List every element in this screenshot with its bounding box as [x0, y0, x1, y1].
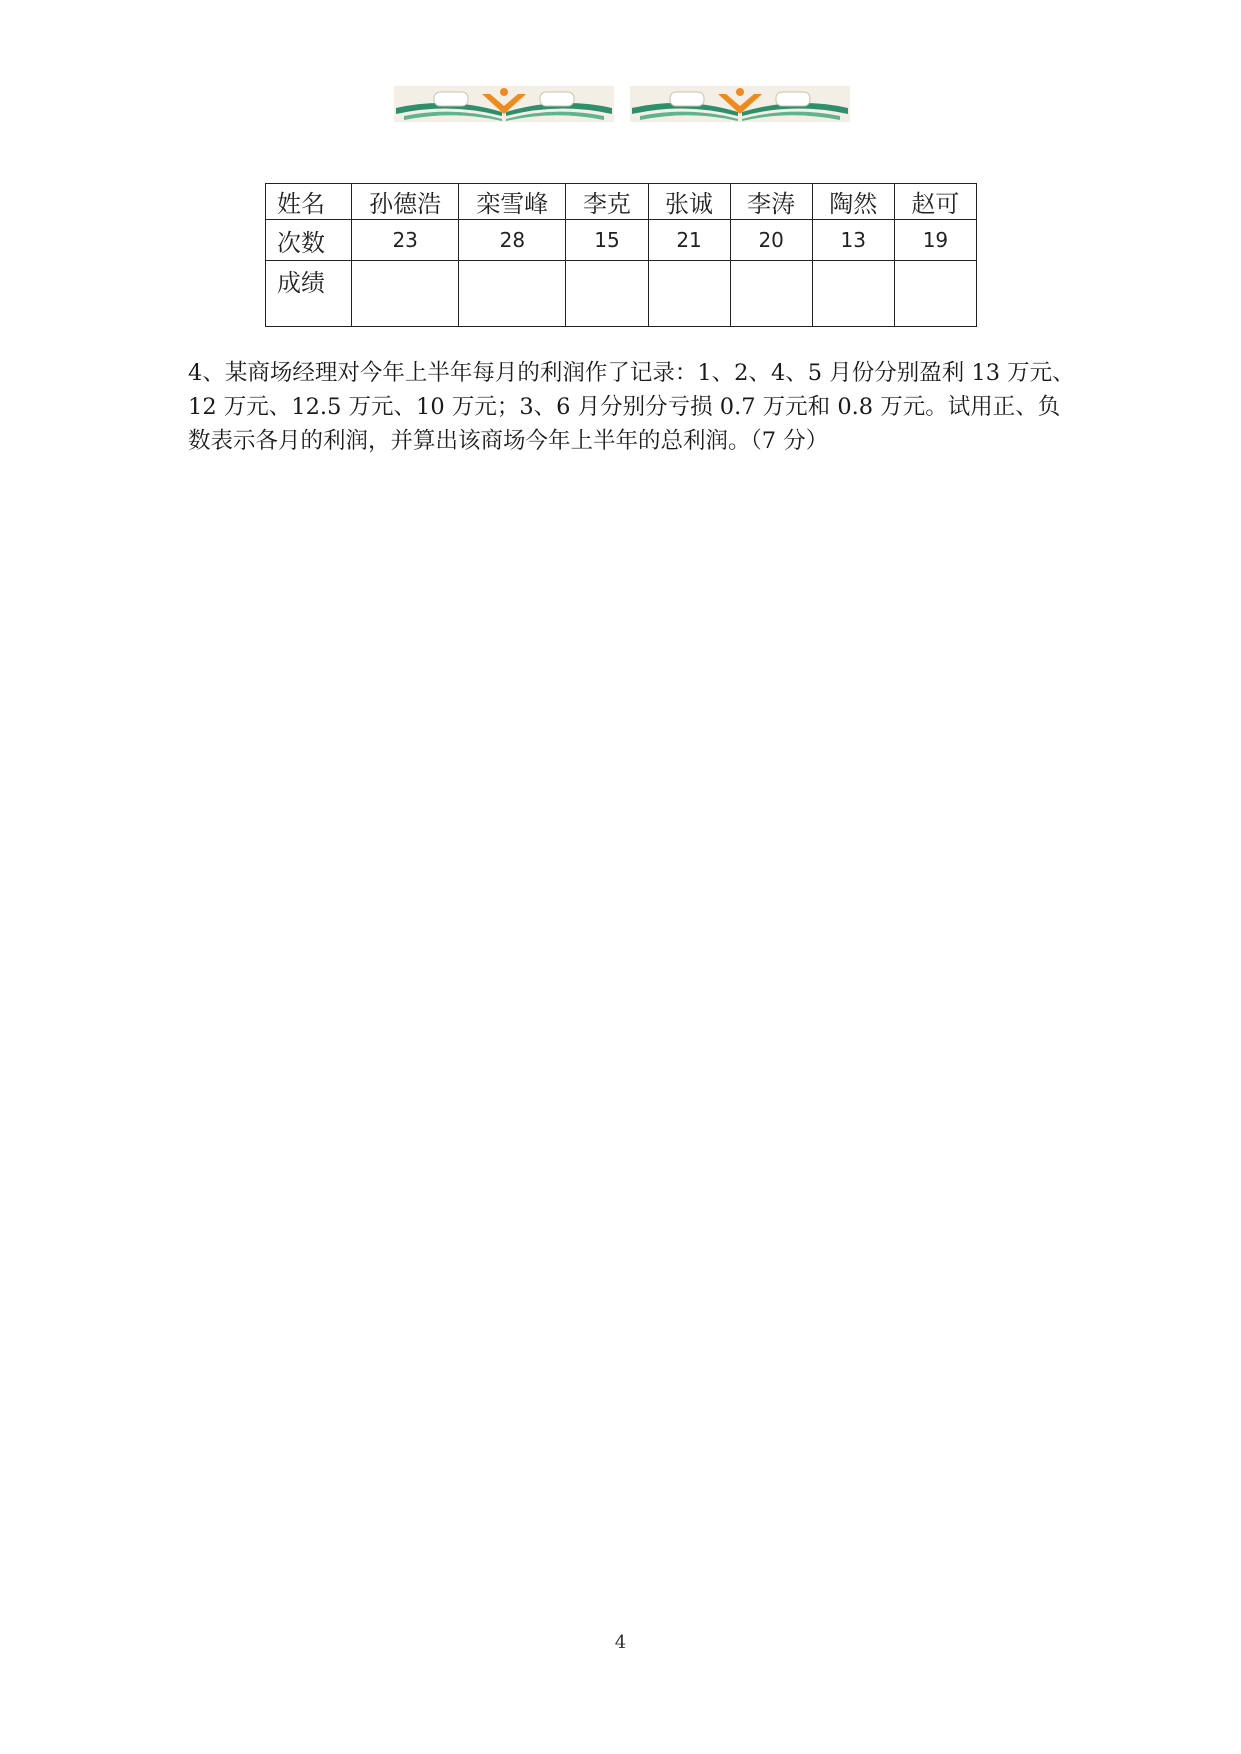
- score-cell: [352, 261, 459, 327]
- book-logo-icon: [394, 86, 614, 122]
- table-row-scores: [266, 261, 977, 327]
- count-header: 次数: [266, 220, 352, 261]
- count-cell: 15: [566, 220, 648, 261]
- table-row-names: [266, 184, 977, 220]
- count-cell: 21: [648, 220, 730, 261]
- score-cell: [459, 261, 566, 327]
- score-cell: [566, 261, 648, 327]
- score-cell: [730, 261, 812, 327]
- score-header: 成绩: [266, 261, 352, 327]
- page-number: 4: [614, 1632, 627, 1653]
- student-name: 赵可: [894, 184, 976, 220]
- student-name: 栾雪峰: [459, 184, 566, 220]
- table-row-counts: [266, 220, 977, 261]
- student-name: 李涛: [730, 184, 812, 220]
- score-cell: [812, 261, 894, 327]
- book-logo-icon: [630, 86, 850, 122]
- count-cell: 28: [459, 220, 566, 261]
- count-cell: 13: [812, 220, 894, 261]
- student-name: 孙德浩: [352, 184, 459, 220]
- score-cell: [894, 261, 976, 327]
- student-name: 李克: [566, 184, 648, 220]
- student-name: 陶然: [812, 184, 894, 220]
- count-cell: 23: [352, 220, 459, 261]
- score-cell: [648, 261, 730, 327]
- question-text: 4、某商场经理对今年上半年每月的利润作了记录：1、2、4、5 月份分别盈利 13 万元、12 万元、12.5 万元、10 万元；3、6 月分别分亏损 0.7 万元和 0.8 万元。试用正、负数表示各月的利润，并算出该商场今年上半年的总利润。（7 分）: [188, 360, 1075, 454]
- count-cell: 19: [894, 220, 976, 261]
- student-name: 张诚: [648, 184, 730, 220]
- count-cell: 20: [730, 220, 812, 261]
- score-table: [265, 183, 977, 327]
- name-header: 姓名: [266, 184, 352, 220]
